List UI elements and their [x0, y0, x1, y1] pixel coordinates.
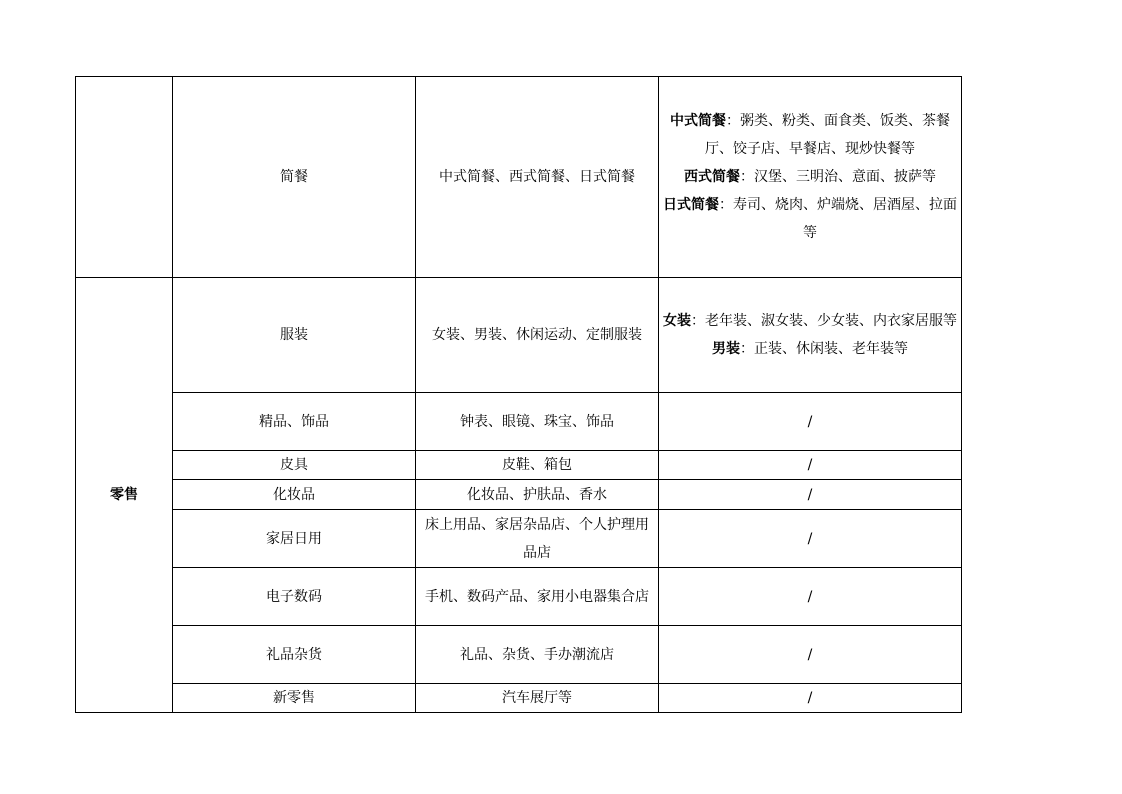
- category-cell: [76, 77, 173, 278]
- description-cell: /: [659, 568, 962, 626]
- description-cell: [659, 77, 962, 278]
- table-row: [76, 451, 962, 480]
- description-cell: /: [659, 393, 962, 451]
- description-line: [663, 163, 957, 191]
- table-row: [76, 510, 962, 568]
- subcategory-cell: 精品、饰品: [173, 393, 416, 451]
- subcategory-cell: 电子数码: [173, 568, 416, 626]
- description-text: ：汉堡、三明治、意面、披萨等: [740, 169, 936, 185]
- table-row: [76, 684, 962, 713]
- subcategory-cell: 礼品杂货: [173, 626, 416, 684]
- description-text: ：老年装、淑女装、少女装、内衣家居服等: [691, 313, 957, 329]
- description-line: [663, 191, 957, 247]
- types-cell: 中式简餐、西式简餐、日式简餐: [416, 77, 659, 278]
- description-cell: /: [659, 684, 962, 713]
- types-cell: 礼品、杂货、手办潮流店: [416, 626, 659, 684]
- table-row: [76, 480, 962, 510]
- table-row: [76, 393, 962, 451]
- types-cell: 皮鞋、箱包: [416, 451, 659, 480]
- description-line: [663, 107, 957, 163]
- category-table: [75, 76, 962, 713]
- types-cell: 女装、男装、休闲运动、定制服装: [416, 278, 659, 393]
- description-line: [663, 307, 957, 335]
- subcategory-cell: 简餐: [173, 77, 416, 278]
- description-text: ：正装、休闲装、老年装等: [740, 341, 908, 357]
- description-text: ：寿司、烧肉、炉端烧、居酒屋、拉面等: [719, 197, 957, 241]
- description-heading: 中式简餐: [670, 113, 726, 129]
- description-text: ：粥类、粉类、面食类、饭类、茶餐厅、饺子店、早餐店、现炒快餐等: [705, 113, 950, 157]
- description-cell: [659, 278, 962, 393]
- table-row: [76, 77, 962, 278]
- description-heading: 西式简餐: [684, 169, 740, 185]
- table-row: [76, 278, 962, 393]
- description-cell: /: [659, 626, 962, 684]
- description-heading: 男装: [712, 341, 740, 357]
- subcategory-cell: 服装: [173, 278, 416, 393]
- types-cell: 手机、数码产品、家用小电器集合店: [416, 568, 659, 626]
- subcategory-cell: 新零售: [173, 684, 416, 713]
- subcategory-cell: 家居日用: [173, 510, 416, 568]
- table-row: [76, 626, 962, 684]
- table-row: [76, 568, 962, 626]
- description-cell: /: [659, 510, 962, 568]
- subcategory-cell: 化妆品: [173, 480, 416, 510]
- subcategory-cell: 皮具: [173, 451, 416, 480]
- types-cell: 床上用品、家居杂品店、个人护理用品店: [416, 510, 659, 568]
- description-cell: /: [659, 480, 962, 510]
- types-cell: 汽车展厅等: [416, 684, 659, 713]
- category-cell-retail: 零售: [76, 278, 173, 713]
- types-cell: 钟表、眼镜、珠宝、饰品: [416, 393, 659, 451]
- description-line: [663, 335, 957, 363]
- description-heading: 女装: [663, 313, 691, 329]
- description-cell: /: [659, 451, 962, 480]
- types-cell: 化妆品、护肤品、香水: [416, 480, 659, 510]
- description-heading: 日式简餐: [663, 197, 719, 213]
